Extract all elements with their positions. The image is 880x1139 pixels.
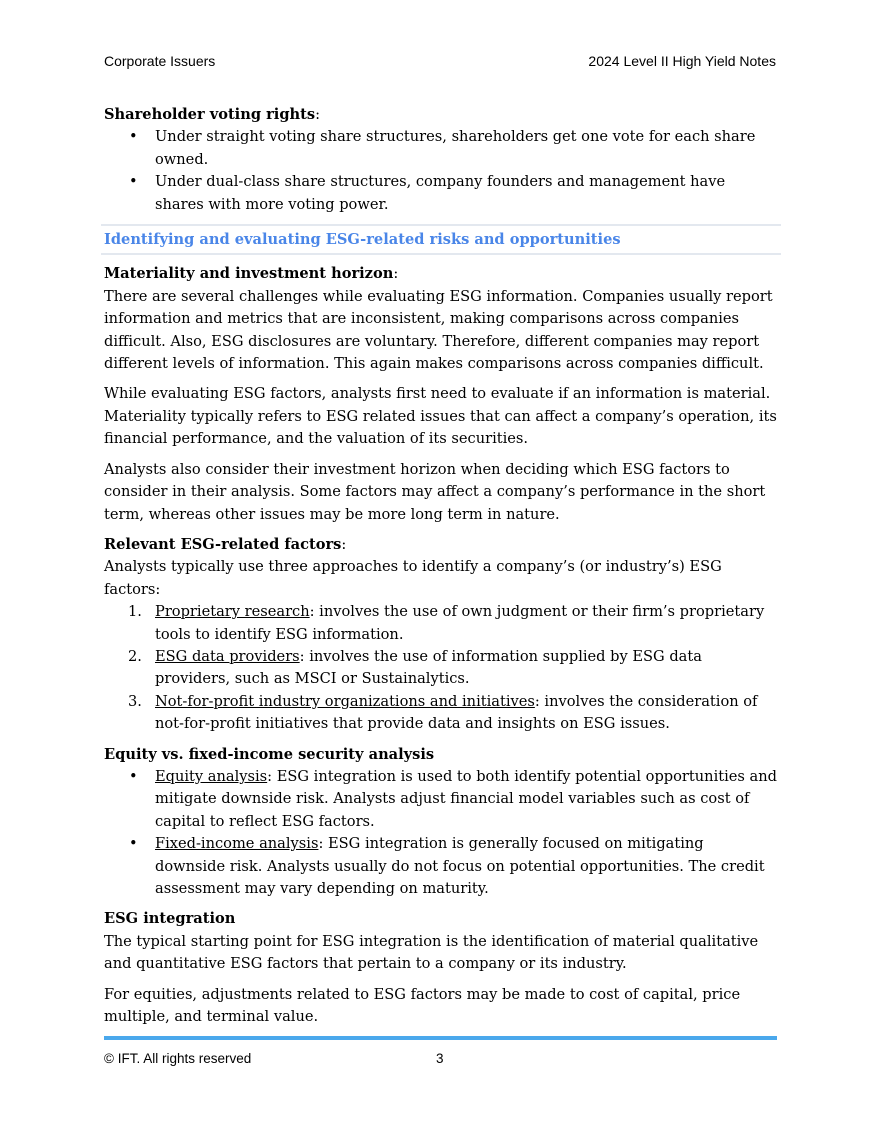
page-number: 3 xyxy=(436,1051,444,1066)
equity-heading-line xyxy=(104,744,778,766)
voting-heading-line: Shareholder voting rights: xyxy=(104,106,321,123)
list-item: • Under straight voting share structures, shareholders get one vote for each share owned. xyxy=(129,128,756,168)
materiality-paragraph-2: While evaluating ESG factors, analysts first need to evaluate if an information is material. Materiality typically refers to ESG related issues that can affect a company’s operation, its financial performance, and the valuation of its securities. xyxy=(104,385,777,448)
list-number: 3. xyxy=(128,692,142,710)
list-item: 3. Not-for-profit industry organizations and initiatives: involves the consideration of not-for-profit initiatives that provide data and insights on ESG issues. xyxy=(128,692,758,733)
factors-intro: Analysts typically use three approaches to identify a company’s (or industry’s) ESG factors: xyxy=(104,558,722,598)
equity-term: Equity analysis xyxy=(155,767,268,785)
list-item: 2. ESG data providers: involves the use of information supplied by ESG data providers, such as MSCI or Sustainalytics. xyxy=(128,647,702,688)
bullet-icon: • xyxy=(129,767,138,785)
integration-paragraph-2: For equities, adjustments related to ESG factors may be made to cost of capital, price multiple, and terminal value. xyxy=(104,985,741,1026)
list-item: • Under dual-class share structures, company founders and management have shares with more voting power. xyxy=(129,173,726,213)
list-item: • Fixed-income analysis: ESG integration is generally focused on mitigating downside risk. Analysts usually do not focus on potential opportunities. The credit assessment may vary depending on maturity. xyxy=(129,835,765,897)
header-right: 2024 Level II High Yield Notes xyxy=(588,53,776,69)
page-content xyxy=(104,104,778,1028)
factors-heading: Relevant ESG-related factors xyxy=(104,535,342,553)
factor-term: ESG data providers xyxy=(155,647,300,665)
list-item: • Equity analysis: ESG integration is used to both identify potential opportunities and mitigate downside risk. Analysts adjust financial model variables such as cost of capital to reflect ESG factors. xyxy=(129,767,777,830)
factor-term: Proprietary research xyxy=(155,603,310,621)
list-number: 2. xyxy=(128,647,142,665)
list-item: 1. Proprietary research: involves the use of own judgment or their firm’s proprietary tools to identify ESG information. xyxy=(128,603,765,643)
bullet-icon: • xyxy=(129,173,138,191)
integration-heading-line xyxy=(104,908,778,930)
footer-divider xyxy=(104,1036,777,1040)
bullet-icon: • xyxy=(129,835,138,853)
factors-numbered-list xyxy=(104,601,778,735)
integration-paragraph-1: The typical starting point for ESG integration is the identification of material qualitative and quantitative ESG factors that pertain to a company or its industry. xyxy=(104,932,759,973)
list-number: 1. xyxy=(128,603,142,621)
voting-bullet-list xyxy=(104,126,778,216)
equity-term: Fixed-income analysis xyxy=(155,835,319,853)
factors-heading-line: Relevant ESG-related factors: xyxy=(104,535,347,553)
section-title: Identifying and evaluating ESG-related risks and opportunities xyxy=(101,224,781,255)
header-left: Corporate Issuers xyxy=(104,53,216,69)
factor-term: Not-for-profit industry organizations and initiatives xyxy=(155,692,535,710)
voting-heading: Shareholder voting rights xyxy=(104,106,316,123)
materiality-heading: Materiality and investment horizon xyxy=(104,265,394,283)
materiality-paragraph-3: Analysts also consider their investment horizon when deciding which ESG factors to consider in their analysis. Some factors may affect a company’s performance in the short term, whereas other issues may be more long term in nature. xyxy=(104,460,766,523)
bullet-icon: • xyxy=(129,128,138,146)
integration-heading: ESG integration xyxy=(104,910,236,928)
equity-heading: Equity vs. fixed-income security analysis xyxy=(104,745,435,763)
materiality-heading-line: Materiality and investment horizon: xyxy=(104,265,399,283)
materiality-paragraph-1: There are several challenges while evaluating ESG information. Companies usually report information and metrics that are inconsistent, making comparisons across companies difficult. Also, ESG disclosures are voluntary. Therefore, different companies may report different levels of information. This again makes comparisons across companies difficult. xyxy=(104,287,773,373)
footer-copyright: © IFT. All rights reserved xyxy=(104,1051,252,1066)
equity-bullet-list xyxy=(104,766,778,900)
